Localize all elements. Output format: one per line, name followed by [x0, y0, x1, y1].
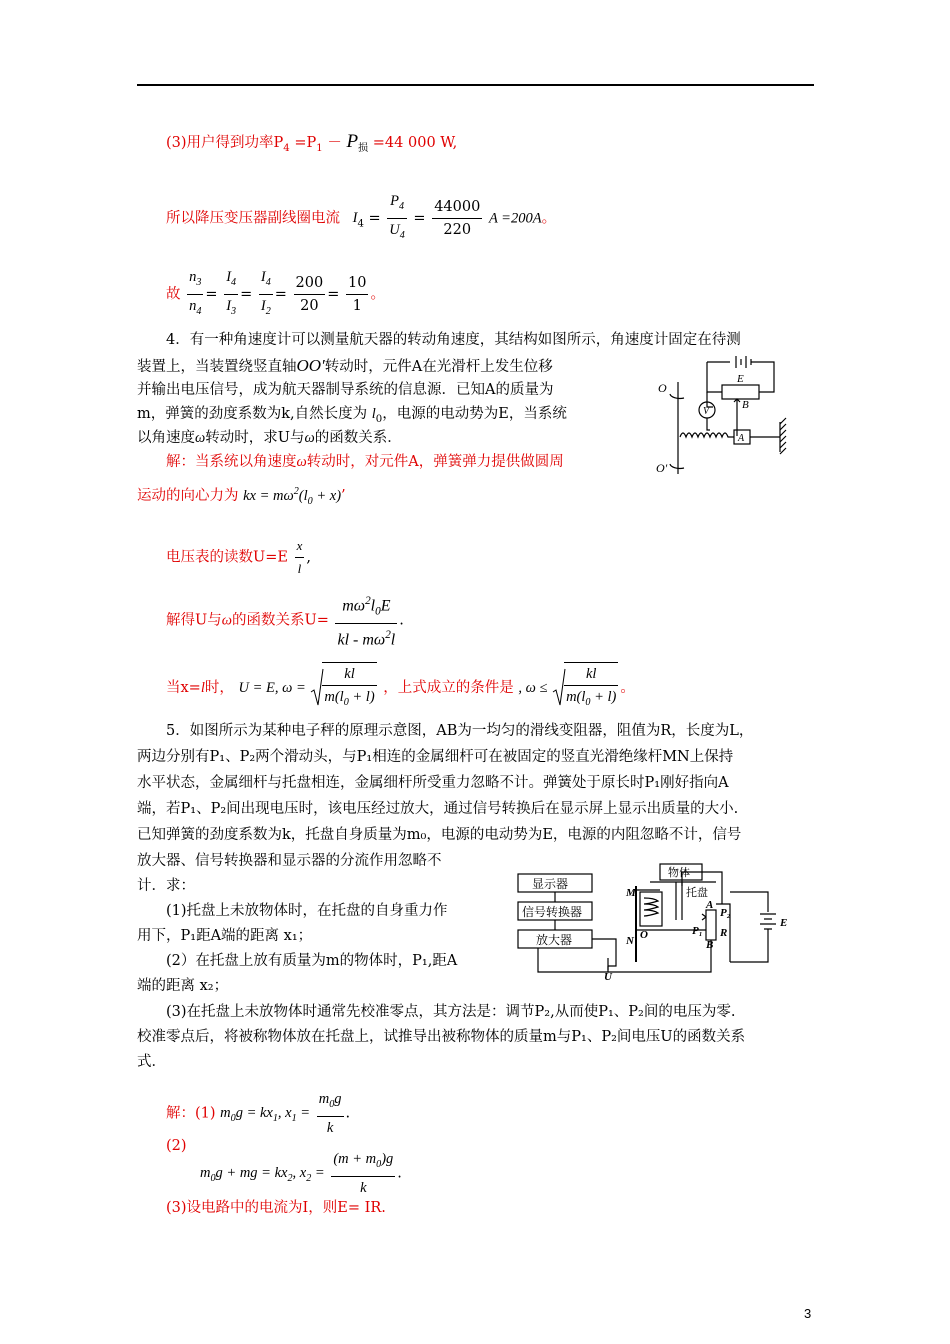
q5-sol3: (3)设电路中的电流为I，则E= IR.: [166, 1200, 386, 1216]
fig2-box-converter: 信号转换器: [522, 905, 583, 919]
fig2-object-label: 物体: [668, 866, 690, 879]
fig2-box-display: 显示器: [532, 877, 569, 891]
fig1-label-V: V: [703, 406, 710, 417]
page-number: 3: [804, 1306, 812, 1321]
q5-line2: 两边分别有P₁、P₂两个滑动头，与P₁相连的金属细杆可在被固定的竖直光滑绝缘杆MN上保持: [137, 749, 734, 765]
q5-sub3c: 式．: [137, 1054, 166, 1070]
q5-sub3b: 校准零点后，将被称物体放在托盘上，试推导出被称物体的质量m与P₁、P₂间电压U的函数关系: [137, 1029, 746, 1045]
q5-sol1: 解：(1) $m_0g = kx_1$, $x_1$ = $\frac{m_0g}{k}$ .: [166, 1088, 350, 1139]
q5-line3: 水平状态，金属细杆与托盘相连，金属细杆所受重力忽略不计。弹簧处于原长时P₁刚好指向A: [137, 775, 729, 791]
q4-line3: 并输出电压信号，成为航天器制导系统的信息源．已知A的质量为: [137, 382, 554, 398]
q5-line1: 5．如图所示为某种电子秤的原理示意图，AB为一均匀的滑线变阻器，阻值为R，长度为L，: [166, 723, 754, 739]
fig1-label-O: O: [658, 381, 667, 395]
fig2-label-P1: P₁: [692, 925, 703, 937]
q5-line4: 端，若P₁、P₂间出现电压时，该电压经过放大，通过信号转换后在显示屏上显示出质量的大小.: [137, 801, 739, 817]
sol3-line2: 所以降压变压器副线圈电流 $I_4$ = $\frac{P_4}{U_4}$ = $\frac{44000}{220}$ A =200A。: [166, 190, 556, 247]
sol3-line1: (3)用户得到功率$P_4 =P_1 - P_损 =44$ 000 W,: [166, 131, 458, 154]
electronic-scale-figure: [516, 862, 794, 982]
sol3-line3: 故 $\frac{n_3}{n_4}$ = $\frac{I_4}{I_3}$ = $\frac{I_4}{I_2}$ = $\frac{200}{20}$ = $\frac{10}{1}$ 。: [166, 266, 385, 323]
fig1-label-E: E: [737, 373, 744, 385]
fig1-label-O-prime: O': [656, 461, 668, 475]
fig2-label-M: M: [626, 887, 636, 899]
fig2-label-B: B: [706, 939, 714, 951]
fig2-label-P2: P₂: [720, 907, 731, 919]
q5-sol2-label: (2): [166, 1138, 187, 1154]
fig2-tray-label: 托盘: [686, 886, 708, 899]
q5-sub1b: 用下，P₁距A端的距离 x₁；: [137, 928, 313, 944]
q4-line5: 以角速度ω转动时，求U与ω的函数关系．: [137, 430, 402, 446]
q4-sol-line3: 电压表的读数U=E $\frac{x}{l}$ ,: [166, 535, 311, 580]
fig2-label-O: O: [640, 929, 648, 941]
angular-speedometer-figure: [652, 352, 804, 480]
q4-line1: 4．有一种角速度计可以测量航天器的转动角速度，其结构如图所示，角速度计固定在待测: [166, 332, 741, 348]
fig2-label-U: U: [604, 971, 612, 982]
q4-line2: 装置上，当装置绕竖直轴OO′转动时，元件A在光滑杆上发生位移: [137, 356, 553, 375]
q5-line7: 计．求：: [137, 878, 195, 894]
q5-sub2b: 端的距离 x₂；: [137, 978, 229, 994]
q5-line6: 放大器、信号转换器和显示器的分流作用忽略不: [137, 853, 442, 869]
q4-sol-line4: 解得U与ω的函数关系U= $\frac{m\omega^2l_0E}{kl - m\omega^2l}$ .: [166, 590, 404, 651]
fig1-label-B: B: [742, 399, 749, 411]
q4-sol-line1: 解：当系统以角速度ω转动时，对元件A，弹簧弹力提供做圆周: [166, 454, 564, 470]
q5-sub1a: (1)托盘上未放物体时，在托盘的自身重力作: [166, 903, 448, 919]
fig2-label-N: N: [626, 935, 634, 947]
fig2-label-A: A: [706, 899, 714, 911]
q4-sol-line2: 运动的向心力为 kx = $m\omega^2(l_0 + x)$’: [137, 486, 346, 507]
fig1-label-A: A: [738, 433, 745, 444]
q4-sol-line5: 当x=l时， U = E, ω = $\frac{kl}{m(l_0 + l)}$ ，上式成立的条件是 , ω ≤ $\frac{kl}{m(l_0 + l)}$ 。: [166, 662, 635, 714]
fig2-label-E: E: [780, 917, 788, 929]
q5-sub2a: (2）在托盘上放有质量为m的物体时，P₁,距A: [166, 953, 458, 969]
q5-sub3a: (3)在托盘上未放物体时通常先校准零点，其方法是：调节P₂,从而使P₁、P₂间的电压为零.: [166, 1004, 736, 1020]
fig2-box-amplifier: 放大器: [536, 933, 573, 947]
q4-line4: m，弹簧的劲度系数为k,自然长度为 $l_0$，电源的电动势为E，当系统: [137, 406, 567, 425]
fig2-label-R: R: [720, 927, 728, 939]
header-rule: [137, 84, 814, 86]
q5-line5: 已知弹簧的劲度系数为k，托盘自身质量为m₀，电源的电动势为E，电源的内阻忽略不计，信号: [137, 827, 742, 843]
q5-sol2: $m_0g$ + mg = $kx_2$, $x_2$ = $\frac{(m + m_0)g}{k}$ .: [200, 1148, 402, 1199]
